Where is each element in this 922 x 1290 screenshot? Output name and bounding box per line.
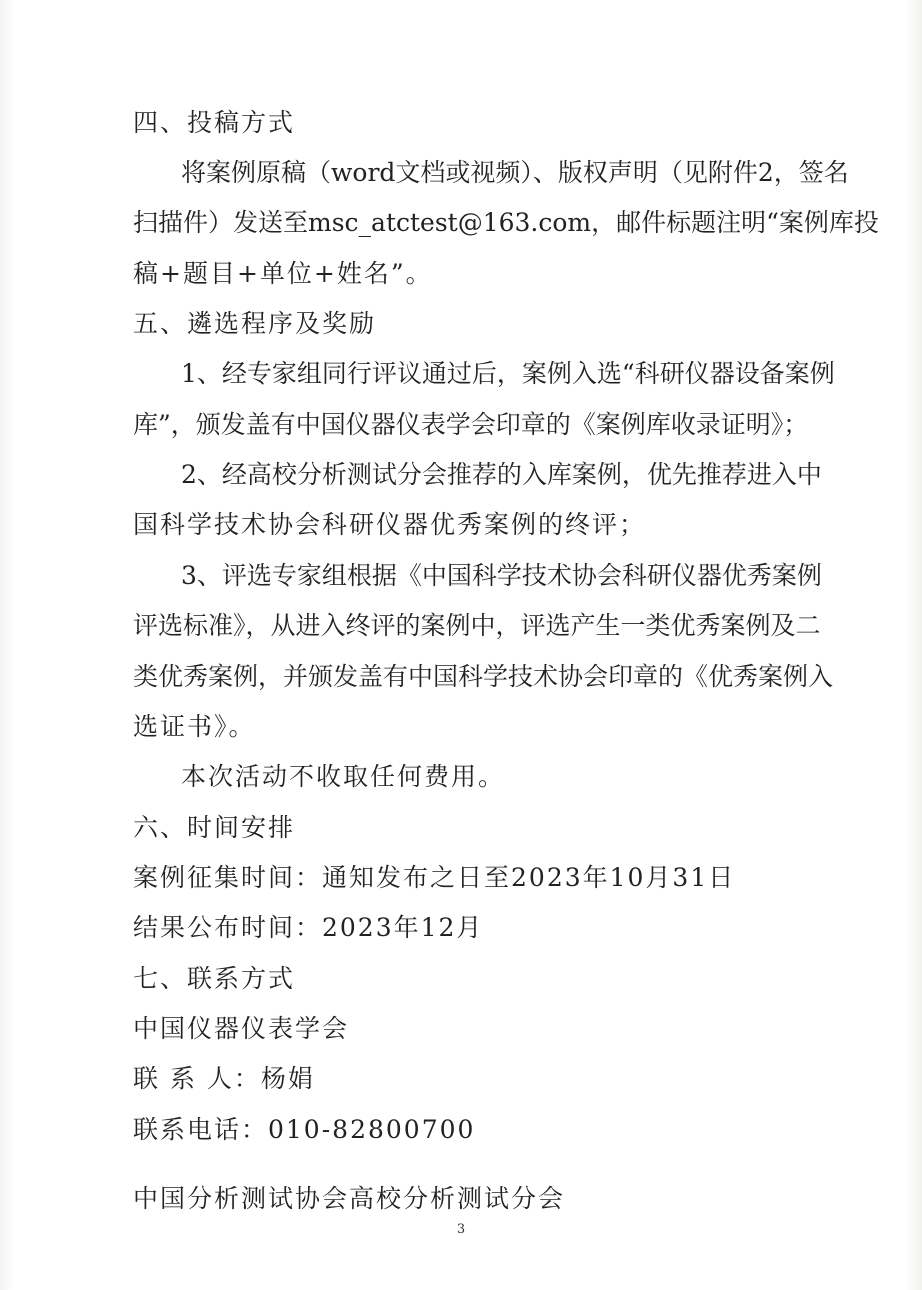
- collection-period: 案例征集时间：通知发布之日至2023年10月31日: [133, 863, 736, 892]
- selection-item-1-line-1: 1、经专家组同行评议通过后，案例入选“科研仪器设备案例: [181, 359, 835, 388]
- selection-item-1-line-2: 库”，颁发盖有中国仪器仪表学会印章的《案例库收录证明》；: [133, 410, 809, 439]
- contact-person: 联 系 人：杨娟: [133, 1064, 315, 1093]
- section-five-heading: 五、遴选程序及奖励: [133, 309, 377, 338]
- selection-item-2-line-1: 2、经高校分析测试分会推荐的入库案例，优先推荐进入中: [181, 460, 822, 489]
- submission-text-line-1: 将案例原稿（word文档或视频）、版权声明（见附件2，签名: [181, 158, 849, 187]
- selection-item-3-line-4: 选证书》。: [133, 712, 256, 741]
- section-six-heading: 六、时间安排: [133, 813, 296, 842]
- submission-text-line-3: 稿+题目+单位+姓名”。: [133, 259, 433, 288]
- selection-item-3-line-1: 3、评选专家组根据《中国科学技术协会科研仪器优秀案例: [181, 561, 822, 590]
- contact-organization: 中国仪器仪表学会: [133, 1014, 350, 1043]
- contact-phone: 联系电话：010-82800700: [133, 1115, 476, 1144]
- selection-item-3-line-3: 类优秀案例，并颁发盖有中国科学技术协会印章的《优秀案例入: [133, 662, 834, 691]
- selection-item-2-line-2: 国科学技术协会科研仪器优秀案例的终评；: [133, 510, 647, 539]
- selection-item-3-line-2: 评选标准》，从进入终评的案例中，评选产生一类优秀案例及二: [133, 611, 821, 640]
- branch-organization: 中国分析测试协会高校分析测试分会: [133, 1184, 566, 1213]
- section-seven-heading: 七、联系方式: [133, 964, 296, 993]
- section-four-heading: 四、投稿方式: [133, 108, 296, 137]
- fee-notice: 本次活动不收取任何费用。: [181, 762, 506, 791]
- submission-text-line-2: 扫描件）发送至msc_atctest@163.com，邮件标题注明“案例库投: [133, 208, 879, 237]
- page-number: 3: [456, 1222, 466, 1237]
- result-announcement-date: 结果公布时间：2023年12月: [133, 913, 484, 942]
